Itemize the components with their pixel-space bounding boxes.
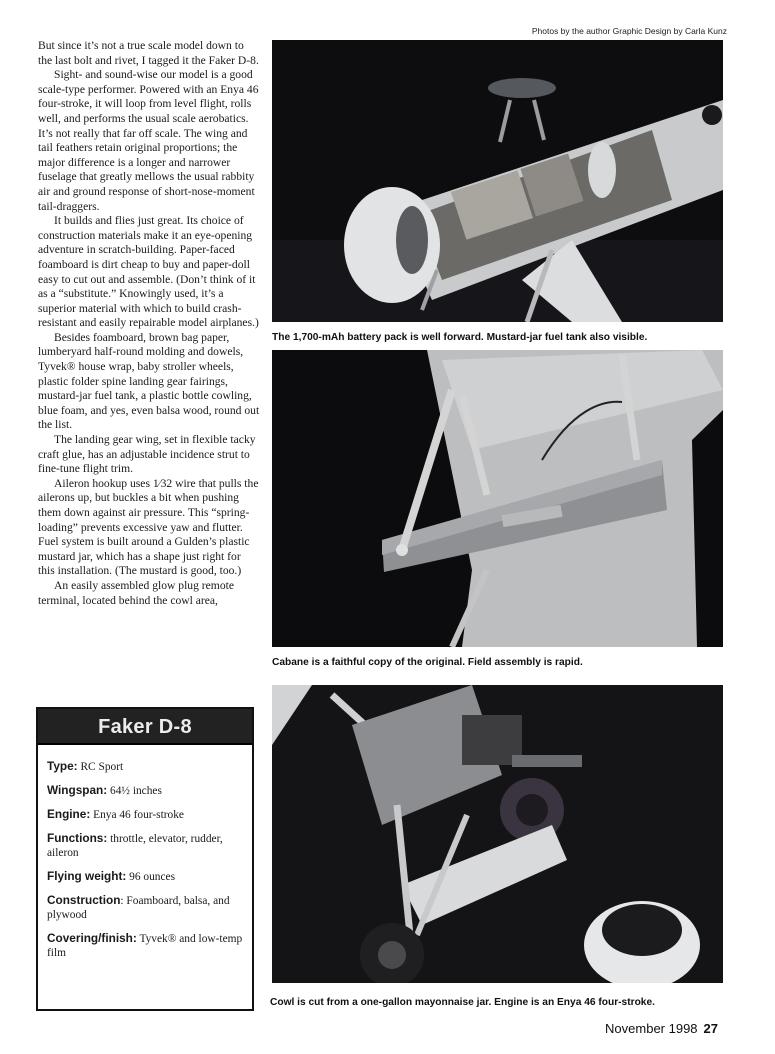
- article-paragraph: An easily assembled glow plug remote terminal, located behind the cowl area,: [38, 578, 234, 607]
- photo-cowl-engine-illustration: [272, 685, 723, 983]
- caption-photo-3: Cowl is cut from a one-gallon mayonnaise jar. Engine is an Enya 46 four-stroke.: [270, 997, 655, 1008]
- caption-photo-1: The 1,700-mAh battery pack is well forward. Mustard-jar fuel tank also visible.: [272, 332, 648, 343]
- page-footer: [605, 1021, 718, 1036]
- page-number: 27: [703, 1021, 718, 1036]
- spec-label: Flying weight:: [47, 869, 127, 883]
- article-paragraph: But since it’s not a true scale model down to the last bolt and rivet, I tagged it the Faker D-8.: [38, 39, 259, 67]
- spec-label: Functions:: [47, 831, 108, 845]
- spec-row-type: [47, 759, 244, 774]
- spec-value: Enya 46 four-stroke: [90, 809, 184, 821]
- spec-row-wingspan: [47, 783, 244, 798]
- spec-row-engine: [47, 807, 244, 822]
- caption-photo-2: Cabane is a faithful copy of the original. Field assembly is rapid.: [272, 657, 583, 668]
- article-column: [38, 39, 260, 608]
- spec-list: [38, 745, 252, 960]
- spec-value: RC Sport: [77, 761, 124, 773]
- spec-label: Type:: [47, 759, 78, 773]
- spec-value: : Foamboard, balsa, and plywood: [47, 895, 230, 921]
- spec-row-construction: [47, 893, 244, 922]
- issue-date: November 1998: [605, 1021, 698, 1036]
- photo-battery-pack-illustration: [272, 40, 723, 322]
- article-paragraph: Aileron hookup uses 1⁄32 wire that pulls the ailerons up, but buckles a bit when pushing them down against air pressure. This “spring-loading” prevents excessive yaw and flutter. Fuel system is built around a Gulden’s plastic mustard jar, which has a shape just right for this installation. (The mustard is good, too.): [38, 476, 259, 578]
- photo-credit: Photos by the author Graphic Design by Carla Kunz: [531, 26, 727, 36]
- article-paragraph: Besides foamboard, brown bag paper, lumberyard half-round molding and dowels, Tyvek® house wrap, baby stroller wheels, plastic folder spine landing gear fairings, mustard-jar fuel tank, a plastic bottle cowling, blue foam, and yes, even balsa wood, round out the list.: [38, 330, 260, 432]
- article-paragraph: Sight- and sound-wise our model is a good scale-type performer. Powered with an Enya 46 four-stroke, it will loop from level flight, rolls well, and performs the usual scale aerobatics. It’s not really that far off scale. The wing and tail feathers retain original proportions; the major difference is a longer and narrower fuselage that greatly mellows the usual rabbity air and ground response of short-nose-moment tail-draggers.: [38, 68, 259, 213]
- photo-cabane-illustration: [272, 350, 723, 647]
- spec-value: Tyvek® and low-temp film: [47, 933, 243, 959]
- article-paragraph: The landing gear wing, set in flexible tacky craft glue, has an adjustable incidence strut to fine-tune flight trim.: [38, 433, 256, 476]
- spec-box: [36, 707, 254, 1011]
- photo-cabane: [272, 350, 723, 647]
- spec-value: 96 ounces: [126, 871, 176, 883]
- spec-label: Construction: [47, 893, 121, 907]
- spec-row-covering: [47, 931, 244, 960]
- spec-title: Faker D-8: [38, 709, 252, 745]
- spec-value: throttle, elevator, rudder, aileron: [47, 833, 223, 859]
- photo-cowl-engine: [272, 685, 723, 983]
- spec-label: Covering/finish:: [47, 931, 137, 945]
- photo-battery-pack: [272, 40, 723, 322]
- spec-row-functions: [47, 831, 244, 860]
- spec-label: Wingspan:: [47, 783, 108, 797]
- spec-value: 64½ inches: [107, 785, 162, 797]
- spec-label: Engine:: [47, 807, 91, 821]
- spec-row-weight: [47, 869, 244, 884]
- article-paragraph: It builds and flies just great. Its choice of construction materials make it an eye-opening adventure in scratch-building. Paper-faced foamboard is dirt cheap to buy and paper-doll easy to cut out and assemble. (Don’t think of it as a “substitute.” Knowingly used, it’s a superior material with which to build crash-resistant and easily repairable model airplanes.): [38, 214, 259, 330]
